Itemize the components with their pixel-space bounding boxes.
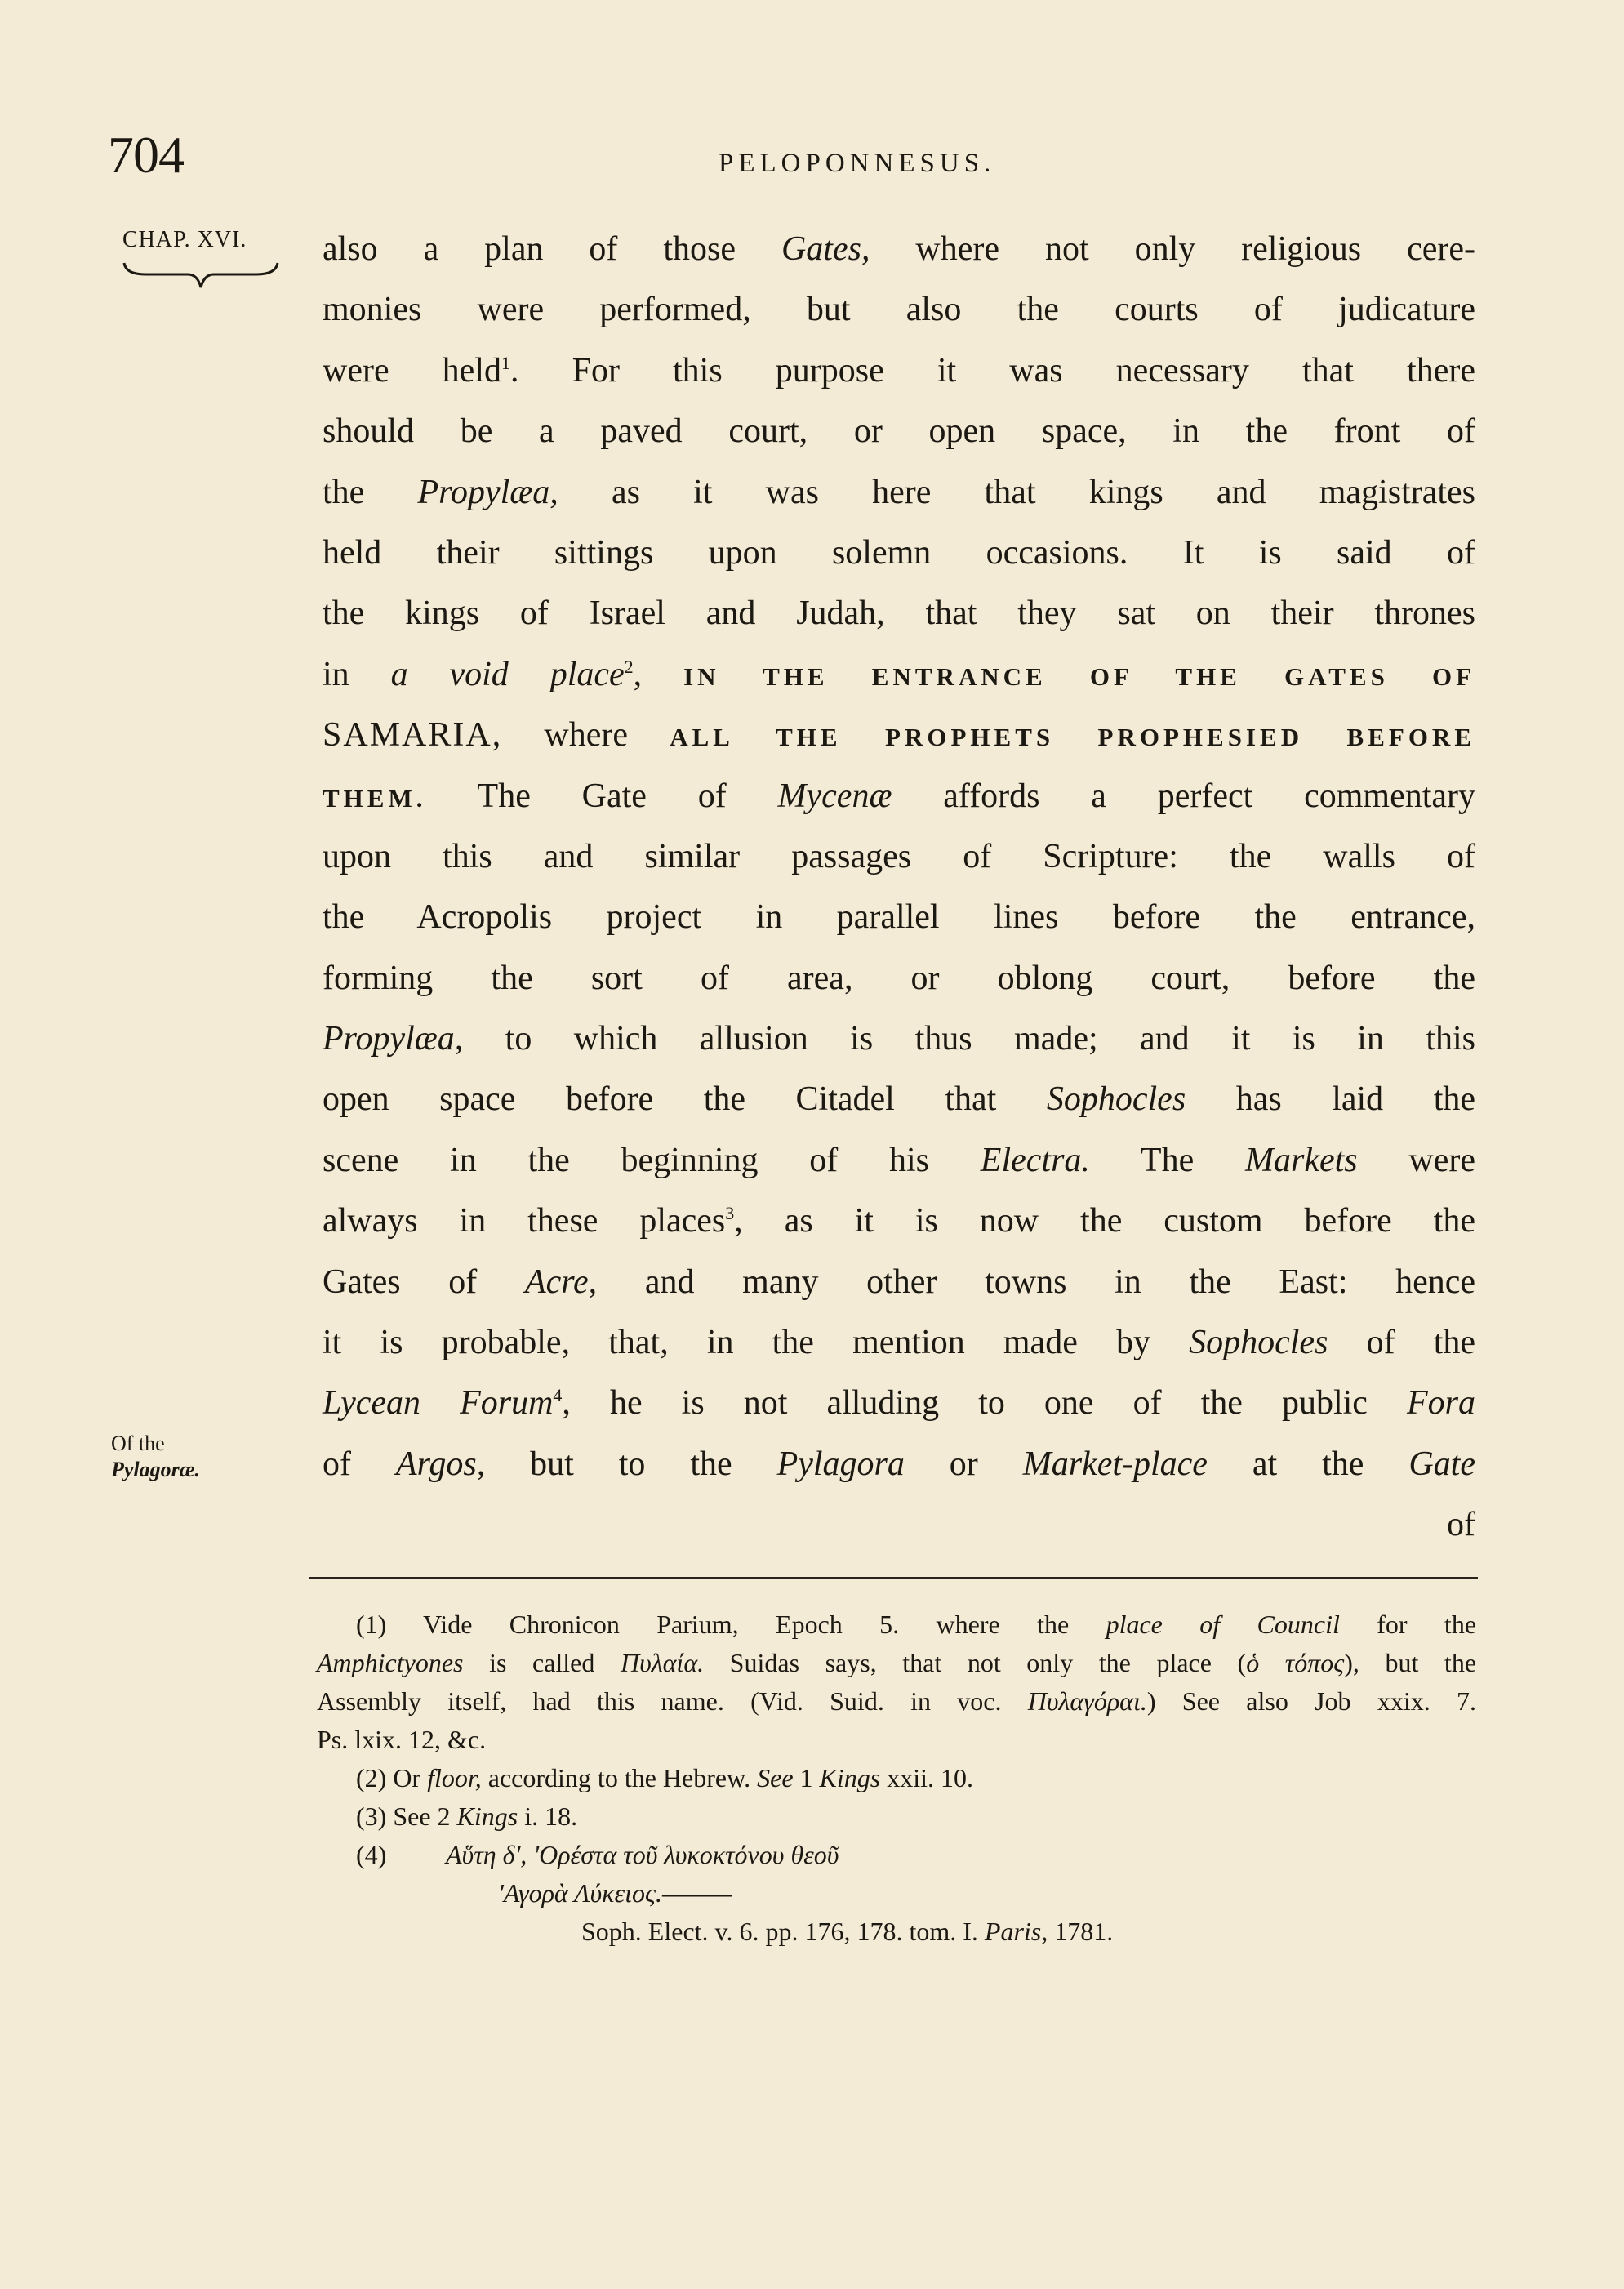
body-text <box>323 219 1475 1556</box>
body-line: in a void place$^2$, IN THE ENTRANCE OF THE GATES OF <box>323 655 1476 693</box>
footnotes <box>317 1605 1476 1951</box>
footnote-line: Amphictyones is called Πυλαία. Suidas says, that not only the place (ὁ τόπος), but the <box>317 1648 1477 1677</box>
footnote-line: Ps. lxix. 12, &c. <box>317 1725 487 1754</box>
footnote-ref: 2 <box>624 656 634 677</box>
body-line: upon this and similar passages of Scripture: the walls of <box>323 837 1475 875</box>
margin-note-line2: Pylagoræ. <box>111 1458 201 1481</box>
body-line: Propylæa, to which allusion is thus made; and it is in this <box>323 1020 1475 1058</box>
footnote-line: 'Αγορὰ Λύκειος.——— <box>498 1878 732 1908</box>
footnote-ref: 3 <box>725 1203 735 1224</box>
footnote-line: Assembly itself, had this name. (Vid. Suid. in voc. Πυλαγόραι.) See also Job xxix. 7. <box>317 1686 1477 1716</box>
body-line: the Acropolis project in parallel lines before the entrance, <box>323 898 1475 937</box>
body-line: the Propylæa, as it was here that kings and magistrates <box>323 473 1476 511</box>
body-line: it is probable, that, in the mention made by Sophocles of the <box>323 1324 1475 1362</box>
body-line: of Argos, but to the Pylagora or Market-place at the Gate <box>323 1445 1475 1483</box>
body-line: SAMARIA, where ALL THE PROPHETS PROPHESIED BEFORE <box>323 716 1475 755</box>
footnote-ref: 1 <box>501 352 510 373</box>
margin-note-line1: Of the <box>111 1432 165 1455</box>
body-line: Lycean Forum$^4$, he is not alluding to one of the public Fora <box>323 1384 1475 1423</box>
page-number: 704 <box>108 126 184 184</box>
footnote-4: (4) Αὕτη δ', 'Ορέστα τοῦ λυκοκτόνου θεοῦ <box>356 1840 839 1869</box>
body-line: the kings of Israel and Judah, that they sat on their thrones <box>323 595 1475 633</box>
body-line: scene in the beginning of his Electra. The Markets were <box>323 1141 1475 1179</box>
footnote-3: (3) See 2 Kings i. 18. <box>356 1801 578 1831</box>
body-line: monies were performed, but also the courts of judicature <box>323 291 1475 329</box>
body-line: Gates of Acre, and many other towns in the East: hence <box>323 1263 1475 1301</box>
body-line: forming the sort of area, or oblong court, before the <box>323 959 1475 997</box>
footnote-ref: 4 <box>553 1385 563 1406</box>
running-head: PELOPONNESUS. <box>719 149 996 178</box>
body-line: THEM. The Gate of Mycenæ affords a perfect commentary <box>323 777 1476 815</box>
chapter-marker: CHAP. XVI. <box>122 227 247 252</box>
footnote-rule <box>309 1577 1478 1579</box>
body-line: should be a paved court, or open space, in the front of <box>323 412 1475 451</box>
body-line: were held$^1$. For this purpose it was necessary that there <box>323 351 1475 390</box>
body-line: always in these places$^3$, as it is now the custom before the <box>323 1202 1475 1240</box>
footnote-line: Soph. Elect. v. 6. pp. 176, 178. tom. I. Paris, 1781. <box>581 1917 1114 1946</box>
body-line: open space before the Citadel that Sophocles has laid the <box>323 1080 1476 1119</box>
margin-note <box>111 1431 200 1483</box>
footnote-1: (1) Vide Chronicon Parium, Epoch 5. where the place of Council for the <box>356 1610 1477 1639</box>
footnote-2: (2) Or floor, according to the Hebrew. See 1 Kings xxii. 10. <box>356 1763 973 1792</box>
body-line: held their sittings upon solemn occasions. It is said of <box>323 533 1475 572</box>
body-line: also a plan of those Gates, where not only religious cere- <box>323 230 1475 268</box>
catchword: of <box>1447 1506 1475 1544</box>
brace-ornament <box>121 260 281 294</box>
